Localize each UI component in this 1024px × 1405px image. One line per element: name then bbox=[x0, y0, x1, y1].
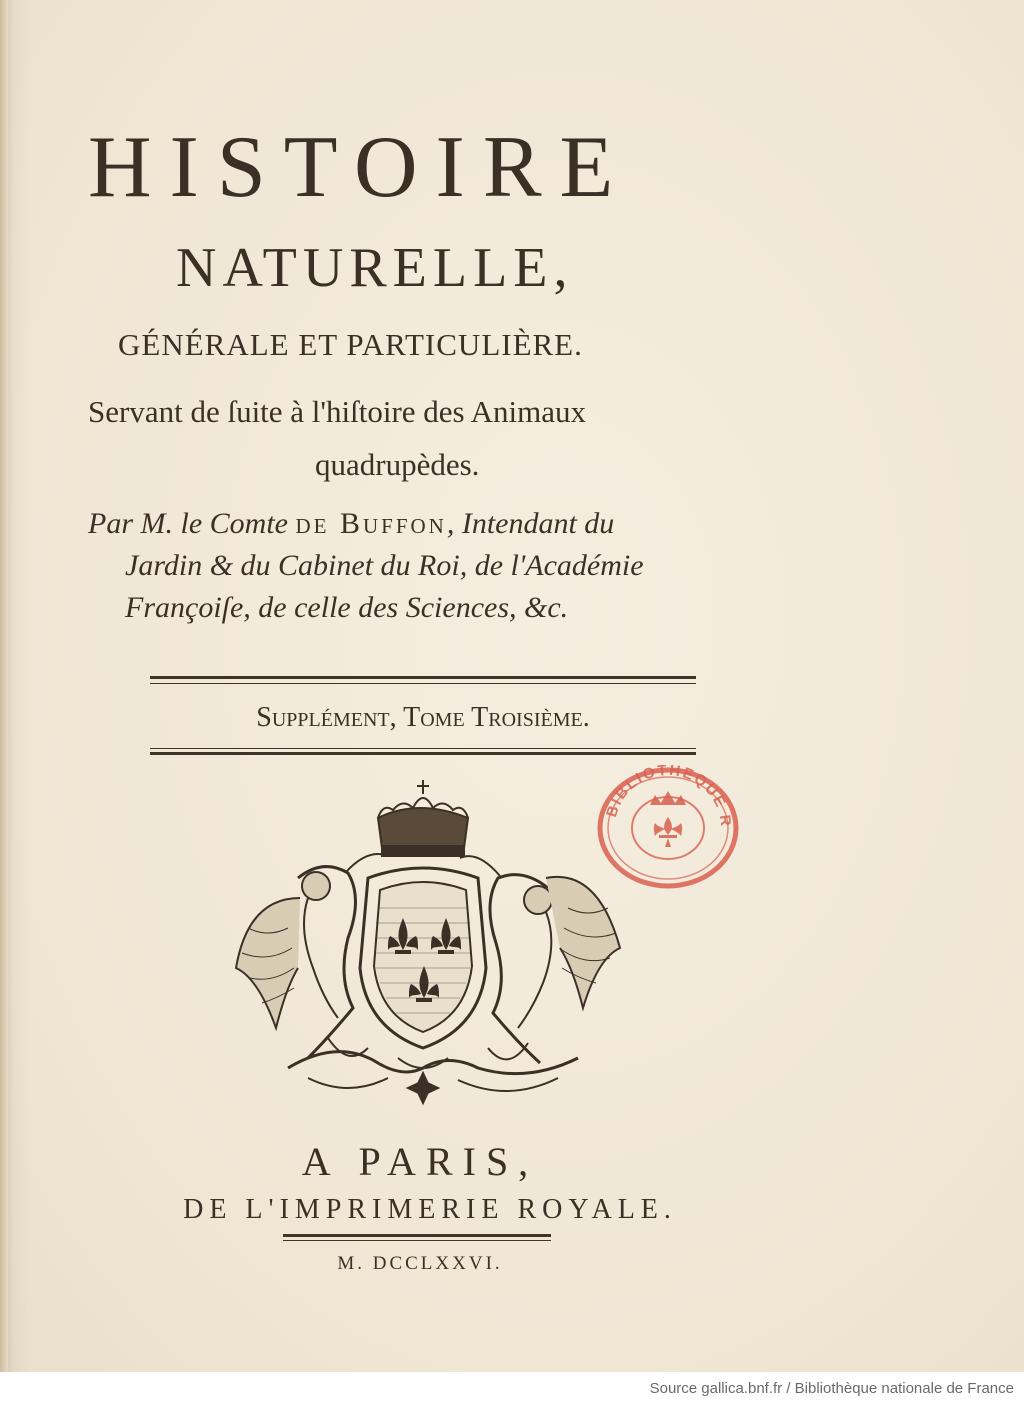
author-line-1 bbox=[88, 503, 788, 545]
title-line-histoire: HISTOIRE bbox=[88, 119, 632, 216]
author-name: de Buffon bbox=[295, 507, 447, 540]
imprint-date: M. DCCLXXVI. bbox=[337, 1253, 503, 1274]
author-prefix: Par M. le Comte bbox=[88, 507, 296, 540]
imprint-rule-thick bbox=[283, 1234, 551, 1237]
author-block bbox=[88, 503, 788, 629]
author-line-3: Françoiſe, de celle des Sciences, &c. bbox=[125, 591, 569, 624]
supplement-heading: Supplément, Tome Troiſième. bbox=[256, 702, 590, 733]
svg-text:BIBLIOTHEQUE ROYALE: BIBLIOTHEQUE R bbox=[603, 765, 735, 829]
title-line-generale: GÉNÉRALE ET PARTICULIÈRE. bbox=[118, 327, 583, 362]
title-line-naturelle: NATURELLE, bbox=[176, 237, 574, 299]
rule-top-thin bbox=[150, 683, 696, 684]
author-title: , Intendant du bbox=[446, 507, 615, 540]
royal-arms-vignette-icon bbox=[228, 778, 633, 1130]
source-footer bbox=[0, 1372, 1024, 1405]
rule-bottom-thick bbox=[150, 752, 696, 755]
imprint-city: A PARIS, bbox=[301, 1139, 539, 1184]
rule-bottom-thin bbox=[150, 748, 696, 749]
subtitle-line-1: Servant de ſuite à l'hiſtoire des Animaux bbox=[88, 394, 587, 429]
imprint-rule-thin bbox=[283, 1240, 551, 1241]
author-line-2: Jardin & du Cabinet du Roi, de l'Académie bbox=[125, 549, 644, 582]
source-credit: Source gallica.bnf.fr / Bibliothèque nationale de France bbox=[649, 1380, 1014, 1397]
subtitle-line-2: quadrupèdes. bbox=[315, 447, 480, 482]
page-binding-edge bbox=[0, 0, 8, 1372]
rule-top-thick bbox=[150, 676, 696, 679]
imprint-printer: DE L'IMPRIMERIE ROYALE. bbox=[183, 1194, 677, 1225]
